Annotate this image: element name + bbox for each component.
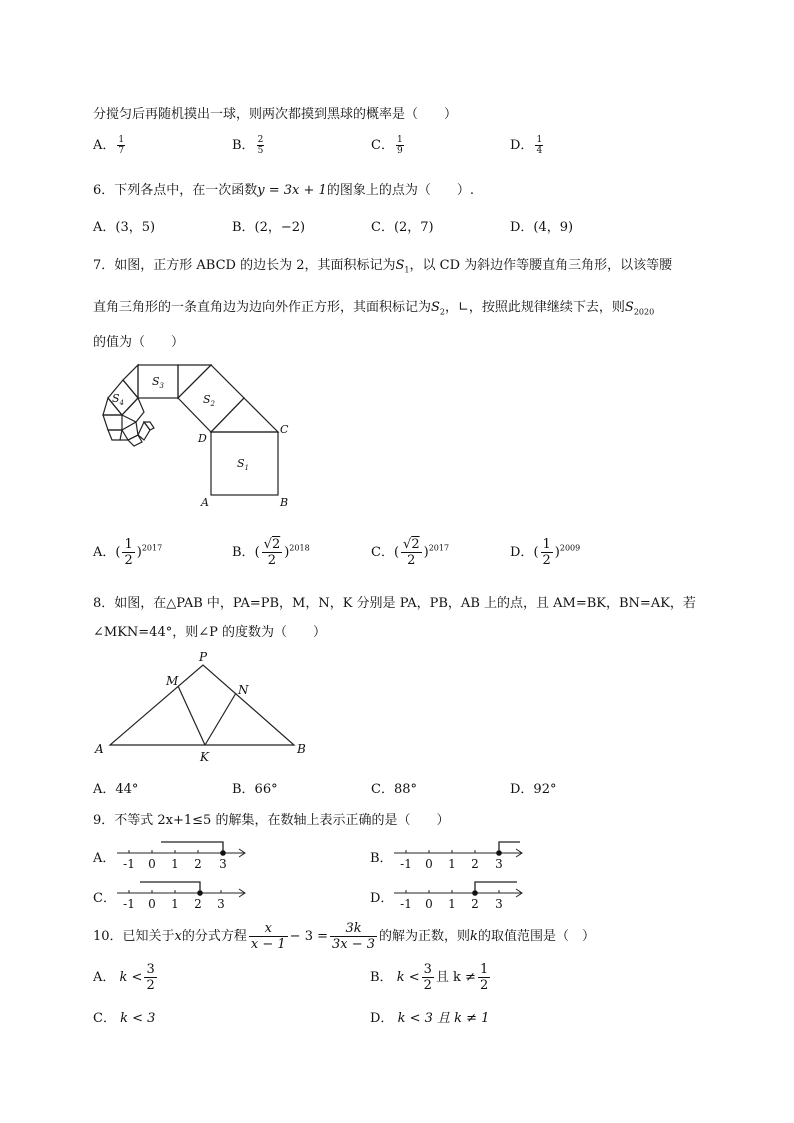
svg-text:2: 2 (471, 857, 479, 871)
q8-option-d[interactable]: D．92° (510, 782, 557, 797)
q8-figure (90, 648, 310, 768)
svg-text:2: 2 (471, 897, 479, 911)
svg-text:3: 3 (495, 897, 503, 911)
svg-text:B: B (280, 496, 289, 509)
q9-numberline-c[interactable] (115, 878, 255, 912)
q9-option-d-label[interactable]: D． (370, 891, 394, 906)
svg-text:S4: $S_4$ (112, 392, 125, 407)
q7-option-a[interactable]: A．( $\frac{1}{2}$ )$^{2017}$ (93, 537, 163, 568)
q7-figure (98, 360, 298, 510)
triangle-3 (123, 365, 138, 398)
q8-option-a[interactable]: A．44° (93, 782, 139, 797)
q8-option-c[interactable]: C．88° (371, 782, 417, 797)
svg-text:1: 1 (448, 857, 456, 871)
svg-text:0: 0 (425, 897, 433, 911)
svg-text:3: 3 (495, 857, 503, 871)
q9-option-b-label[interactable]: B． (370, 851, 393, 866)
q5-option-b[interactable]: B． $\frac{2}{5}$ (232, 135, 264, 156)
svg-text:-1: -1 (123, 857, 135, 871)
q5-text: 分搅匀后再随机摸出一球，则两次都摸到黑球的概率是（ ） (93, 107, 458, 122)
q5-option-c[interactable]: C． $\frac{1}{9}$ (371, 135, 403, 156)
svg-text:1: 1 (171, 897, 179, 911)
segment-nk (205, 693, 236, 745)
q9-numberline-b[interactable] (392, 838, 532, 872)
q9-numberline-d[interactable] (392, 878, 532, 912)
svg-text:2: 2 (194, 897, 202, 911)
q9-option-a-label[interactable]: A． (93, 851, 116, 866)
q10-option-c[interactable]: C． k < 3 (93, 1011, 156, 1026)
q8-line1: 8．如图，在△PAB 中，PA=PB，M，N，K 分别是 PA，PB，AB 上的点，且 AM=BK，BN=AK，若 (93, 596, 696, 611)
svg-text:0: 0 (148, 857, 156, 871)
triangle-1 (211, 398, 278, 432)
q7-option-b[interactable]: B．( $\frac{√2}{2}$ )$^{2018}$ (232, 537, 310, 568)
q6-option-b[interactable]: B．(2，−2) (232, 220, 306, 235)
q6-text: 6．下列各点中，在一次函数y = 3x + 1的图象上的点为（ ）. (93, 183, 474, 198)
svg-text:D: D (198, 432, 207, 445)
q9-option-c-label[interactable]: C． (93, 891, 116, 906)
svg-text:1: 1 (448, 897, 456, 911)
svg-text:A: A (201, 496, 209, 509)
q9-text: 9．不等式 2x+1≤5 的解集，在数轴上表示正确的是（ ） (93, 813, 450, 828)
svg-text:-1: -1 (400, 897, 412, 911)
svg-text:3: 3 (219, 857, 227, 871)
svg-text:N: N (238, 683, 249, 697)
svg-text:3: 3 (217, 897, 225, 911)
svg-text:K: K (200, 750, 209, 764)
svg-text:B: B (297, 742, 306, 756)
svg-text:1: 1 (171, 857, 179, 871)
q10-text: 10．已知关于x的分式方程 $\frac{x}{x - 1}$ − 3 = $\frac{3k}{3x - 3}$ 的解为正数，则k的取值范围是（ ） (93, 921, 595, 952)
q5-option-a[interactable]: A． $\frac{1}{7}$ (93, 135, 125, 156)
q8-line2: ∠MKN=44°，则∠P 的度数为（ ） (93, 625, 326, 640)
q6-option-a[interactable]: A．(3，5) (93, 220, 156, 235)
q10-option-d[interactable]: D． k < 3 且 k ≠ 1 (370, 1011, 490, 1026)
svg-text:S1: $S_1$ (237, 457, 250, 472)
q6-option-d[interactable]: D．(4，9) (510, 220, 574, 235)
svg-text:2: 2 (194, 857, 202, 871)
svg-text:M: M (166, 674, 179, 688)
q9-numberline-a[interactable] (115, 838, 255, 872)
svg-text:0: 0 (148, 897, 156, 911)
svg-text:-1: -1 (400, 857, 412, 871)
q7-option-d[interactable]: D．( $\frac{1}{2}$ )$^{2009}$ (510, 537, 581, 568)
svg-text:S3: $S_3$ (152, 375, 165, 390)
q7-line2: 直角三角形的一条直角边为边向外作正方形，其面积标记为$S_2$，∟，按照此规律继续下去，则$S_{2020}$ (93, 300, 655, 317)
q7-line3: 的值为（ ） (93, 335, 185, 350)
q10-option-b[interactable]: B． k < $\frac{3}{2}$ 且 k ≠ $\frac{1}{2}$ (370, 962, 489, 993)
svg-text:0: 0 (425, 857, 433, 871)
q6-option-c[interactable]: C．(2，7) (371, 220, 434, 235)
svg-text:A: A (95, 742, 104, 756)
q10-option-a[interactable]: A． k < $\frac{3}{2}$ (93, 962, 155, 993)
q8-option-b[interactable]: B．66° (232, 782, 278, 797)
svg-text:P: P (199, 650, 208, 664)
q5-option-d[interactable]: D． $\frac{1}{4}$ (510, 135, 543, 156)
q7-option-c[interactable]: C．( $\frac{√2}{2}$ )$^{2017}$ (371, 537, 450, 568)
svg-text:S2: $S_2$ (203, 393, 216, 408)
triangle-pab (110, 665, 294, 745)
q7-line1: 7．如图，正方形 ABCD 的边长为 2，其面积标记为$S_1$，以 CD 为斜边作等腰直角三角形，以该等腰 (93, 258, 673, 275)
svg-text:-1: -1 (123, 897, 135, 911)
square-s2 (178, 365, 244, 432)
svg-text:C: C (280, 423, 289, 436)
segment-mk (178, 686, 205, 745)
